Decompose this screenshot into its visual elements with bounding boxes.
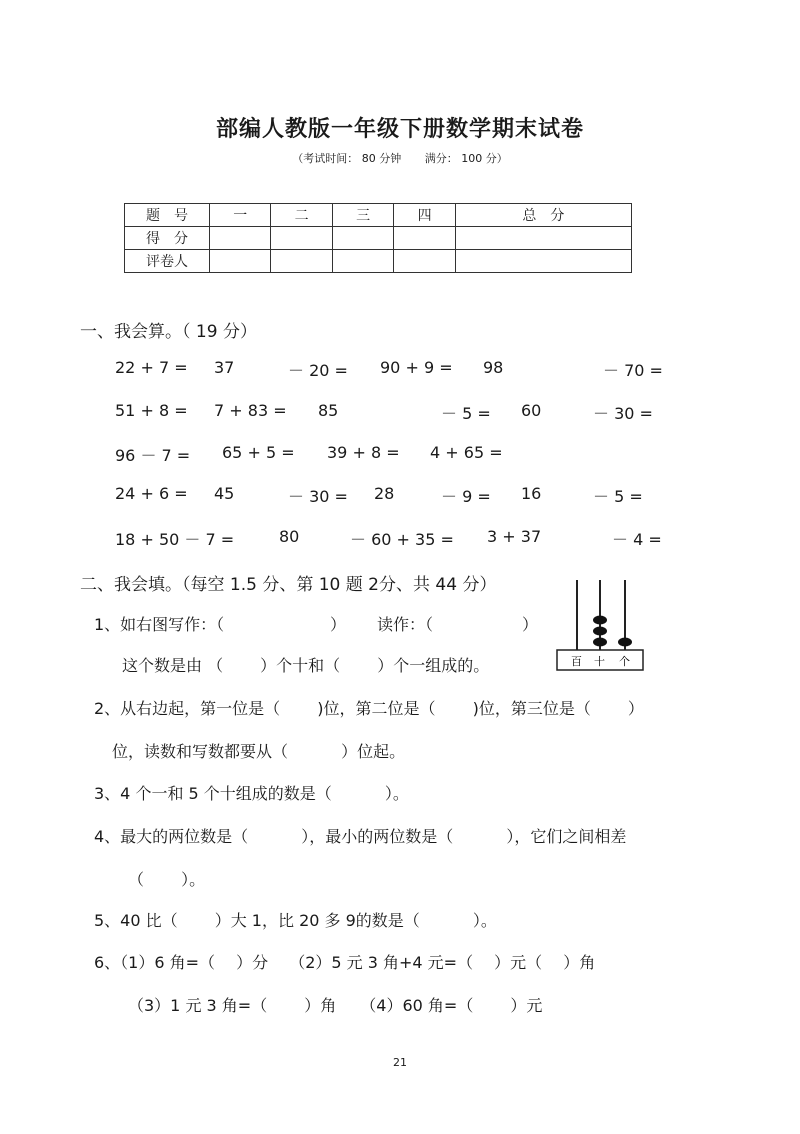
calc-item: 80 (279, 527, 300, 546)
calc-item: － 30 = (288, 487, 348, 506)
calc-item: － 9 = (441, 487, 491, 506)
calc-item: 45 (214, 484, 235, 503)
abacus-bead (593, 616, 607, 625)
abacus-bead (593, 638, 607, 647)
score-cell[interactable] (271, 250, 332, 273)
calc-item: － 60 + 35 = (350, 530, 454, 549)
calc-item: － 5 = (441, 404, 491, 423)
page-number: 21 (393, 1056, 407, 1069)
page-title: 部编人教版一年级下册数学期末试卷 (215, 117, 584, 142)
question-4a: 4、最大的两位数是（ ），最小的两位数是（ ），它们之间相差 (94, 827, 627, 846)
calc-item: 60 (521, 401, 542, 420)
score-cell[interactable] (394, 227, 455, 250)
calc-item: 85 (318, 401, 339, 420)
question-2a: 2、从右边起，第一位是（ )位，第二位是（ )位，第三位是（ ） (94, 699, 644, 718)
calc-item: 18 + 50 － 7 = (115, 530, 235, 549)
score-cell[interactable] (455, 250, 631, 273)
question-6a: 6、（1）6 角=（ ）分 （2）5 元 3 角+4 元=（ ）元（ ）角 (94, 953, 596, 972)
exam-time: （考试时间： 80 分钟 (292, 152, 402, 165)
score-cell[interactable] (210, 227, 271, 250)
calc-item: 51 + 8 = (115, 401, 188, 420)
score-cell[interactable] (332, 227, 393, 250)
exam-full-score: 满分： 100 分） (424, 152, 508, 165)
calc-item: 39 + 8 = (327, 443, 400, 462)
score-table-row (125, 227, 632, 250)
section2-title: 二、我会填。（每空 1.5 分、第 10 题 2分、共 44 分） (80, 575, 497, 595)
abacus-bead (618, 638, 632, 647)
score-table-header-cell: 二 (271, 204, 332, 227)
score-table-header-cell: 三 (332, 204, 393, 227)
score-table-row (125, 250, 632, 273)
question-1-read: 读作：（ (377, 615, 434, 634)
score-cell[interactable] (455, 227, 631, 250)
score-table-header-row (125, 204, 632, 227)
score-cell[interactable] (394, 250, 455, 273)
calc-item: 16 (521, 484, 542, 503)
question-4b: （ ）。 (128, 870, 206, 889)
abacus-figure (555, 576, 645, 672)
score-table-header-cell: 一 (210, 204, 271, 227)
calc-item: － 5 = (593, 487, 643, 506)
score-row-label: 评卷人 (125, 250, 210, 273)
calc-item: 90 + 9 = (380, 358, 453, 377)
exam-info (0, 150, 800, 166)
calc-item: 7 + 83 = (214, 401, 287, 420)
calc-item: 28 (374, 484, 395, 503)
calc-item: 96 － 7 = (115, 446, 191, 465)
calc-item: 65 + 5 = (222, 443, 295, 462)
score-table-header-cell: 题 号 (125, 204, 210, 227)
question-3: 3、4 个一和 5 个十组成的数是（ ）。 (94, 784, 409, 803)
question-1-write-close: ） (330, 615, 347, 634)
abacus-label-tens: 十 (594, 655, 605, 668)
calc-item: 3 + 37 (487, 527, 542, 546)
score-cell[interactable] (271, 227, 332, 250)
calc-item: － 30 = (593, 404, 653, 423)
abacus-label-ones: 个 (619, 655, 630, 668)
question-1-write: 1、如右图写作：（ (94, 615, 225, 634)
calc-item: 4 + 65 = (430, 443, 503, 462)
question-5: 5、40 比（ ）大 1，比 20 多 9的数是（ ）。 (94, 911, 497, 930)
section1-title: 一、我会算。（ 19 分） (80, 322, 257, 342)
score-table-header-cell: 总 分 (455, 204, 631, 227)
calc-item: 37 (214, 358, 235, 377)
calc-item: 98 (483, 358, 504, 377)
question-6b: （3）1 元 3 角=（ ）角 （4）60 角=（ ）元 (128, 996, 543, 1015)
score-cell[interactable] (332, 250, 393, 273)
calc-item: － 20 = (288, 361, 348, 380)
abacus-bead (593, 627, 607, 636)
question-1-compose: 这个数是由 （ ）个十和（ ）个一组成的。 (122, 656, 490, 675)
score-cell[interactable] (210, 250, 271, 273)
calc-item: － 4 = (612, 530, 662, 549)
score-table (124, 203, 632, 273)
question-2b: 位，读数和写数都要从（ ）位起。 (112, 742, 406, 761)
calc-item: － 70 = (603, 361, 663, 380)
question-1-read-close: ） (522, 615, 539, 634)
abacus-label-hundreds: 百 (571, 655, 582, 668)
calc-item: 24 + 6 = (115, 484, 188, 503)
score-row-label: 得 分 (125, 227, 210, 250)
score-table-header-cell: 四 (394, 204, 455, 227)
calc-item: 22 + 7 = (115, 358, 188, 377)
